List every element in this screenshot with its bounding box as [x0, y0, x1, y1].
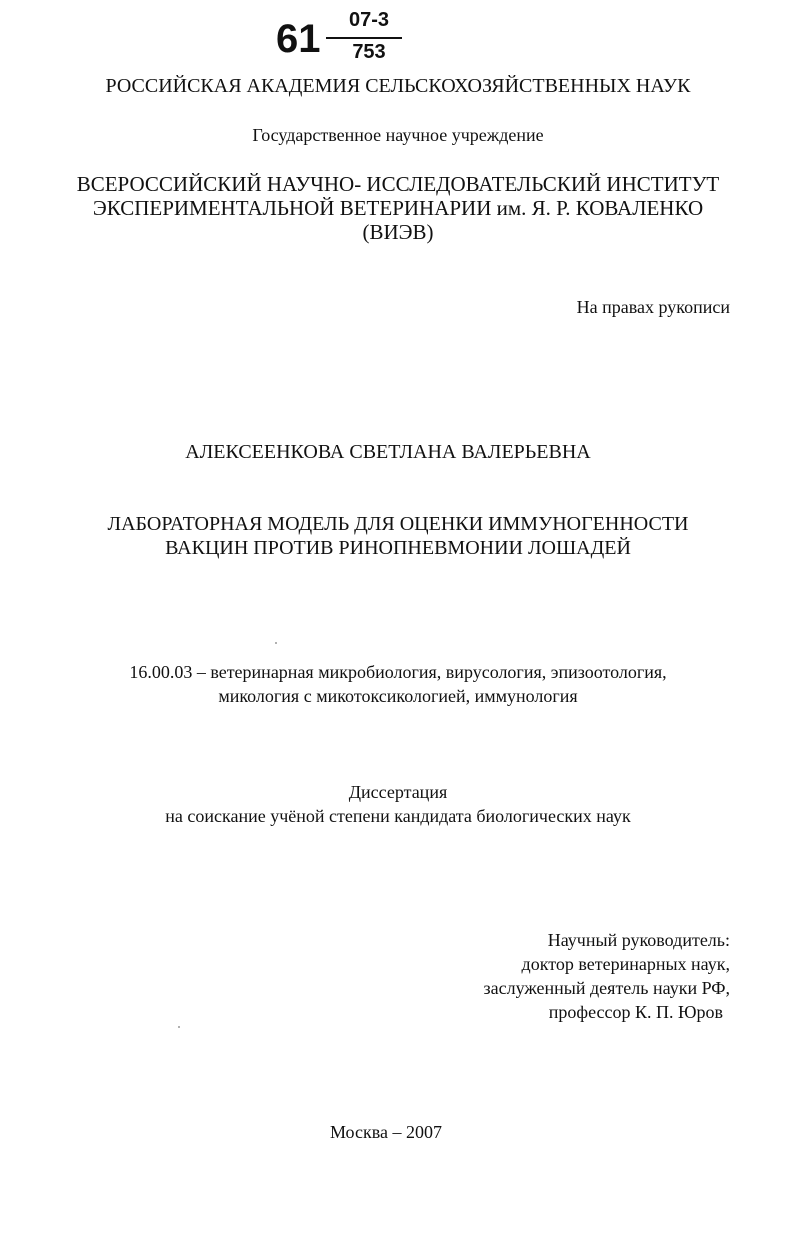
dissertation-title-line2: ВАКЦИН ПРОТИВ РИНОПНЕВМОНИИ ЛОШАДЕЙ [165, 537, 631, 559]
manuscript-note: На правах рукописи [576, 297, 730, 317]
specialty-line1: 16.00.03 – ветеринарная микробиология, вирусология, эпизоотология, [129, 662, 667, 682]
scan-speck [275, 642, 277, 644]
city-year: Москва – 2007 [330, 1122, 442, 1142]
academy-name: РОССИЙСКАЯ АКАДЕМИЯ СЕЛЬСКОХОЗЯЙСТВЕННЫХ НАУК [105, 75, 691, 97]
catalog-number: 61 [276, 17, 321, 61]
degree-line1: Диссертация [348, 782, 448, 802]
scan-speck [178, 1026, 180, 1028]
supervisor-honor: заслуженный деятель науки РФ, [483, 978, 730, 998]
supervisor-degree: доктор ветеринарных наук, [521, 954, 730, 974]
dissertation-title-line1: ЛАБОРАТОРНАЯ МОДЕЛЬ ДЛЯ ОЦЕНКИ ИММУНОГЕННОСТИ [107, 513, 689, 535]
specialty-line2: микология с микотоксикологией, иммунология [218, 686, 578, 706]
catalog-fraction-bottom: 753 [352, 41, 386, 63]
institution-type: Государственное научное учреждение [252, 125, 544, 145]
institute-name-line2: ЭКСПЕРИМЕНТАЛЬНОЙ ВЕТЕРИНАРИИ им. Я. Р. КОВАЛЕНКО [92, 196, 704, 220]
institute-abbreviation: (ВИЭВ) [362, 220, 434, 244]
supervisor-label: Научный руководитель: [547, 930, 730, 950]
supervisor-name: профессор К. П. Юров [548, 1002, 723, 1022]
author-name: АЛЕКСЕЕНКОВА СВЕТЛАНА ВАЛЕРЬЕВНА [185, 441, 591, 463]
catalog-fraction-top: 07-3 [348, 9, 390, 31]
catalog-fraction-line [326, 37, 402, 39]
degree-line2: на соискание учёной степени кандидата биологических наук [165, 806, 631, 826]
institute-name-line1: ВСЕРОССИЙСКИЙ НАУЧНО- ИССЛЕДОВАТЕЛЬСКИЙ ИНСТИТУТ [76, 172, 720, 196]
